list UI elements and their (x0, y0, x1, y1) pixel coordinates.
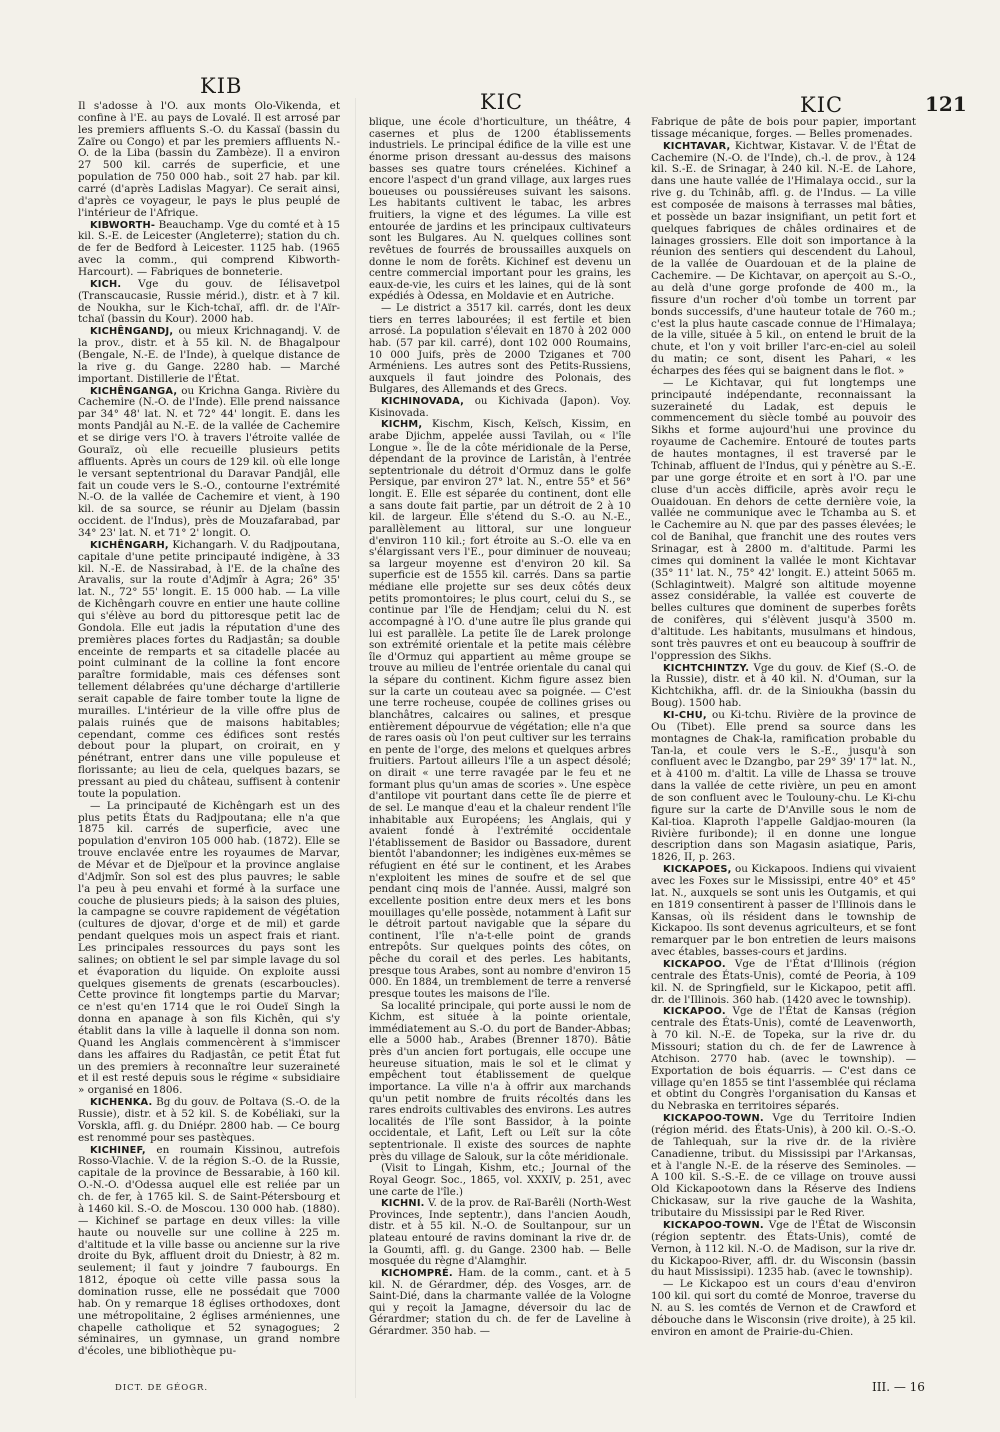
entry-headword: KICHINEF, (90, 1144, 146, 1156)
entry-headword: KICHOMPRÉ. (381, 1267, 453, 1279)
footer-sheet-number: III. — 16 (872, 1380, 925, 1394)
entry-text: Kichangarh. V. du Radjpoutana, capitale d'une petite principauté indigène, à 33 kil. N.-E. de Nassirabad, à l'E. de la chaîne des Aravalis, sur la route d'Adjmîr à Agra; 26° 35' lat. N., 72° 55' longit. E. 15 000 hab. — La ville de Kichêngarh couvre en entier une haute colline qui s'élève au bord du pittoresque petit lac de Gondola. Elle eut jadis la réputation d'une des premières places fortes du Radjastân; sa double enceinte de remparts et sa citadelle placée au point culminant de la colline la font encore paraître formidable, mais ces défenses sont tellement délabrées qu'une décharge d'artillerie serait capable de faire tomber toute la ligne de murailles. L'intérieur de la ville offre plus de palais ruinés que de maisons habitables; cependant, comme ces édifices sont restés debout pour la plupart, on croirait, en y pénétrant, entrer dans une ville populeuse et florissante; au lieu de cela, quelques bazars, se pressant au pied du château, suffisent à contenir toute la population. (78, 538, 340, 800)
entry-paragraph (651, 710, 916, 864)
entry-text: blique, une école d'horticulture, un théâtre, 4 casernes et plus de 1200 établissements industriels. Le principal édifice de la ville est une énorme prison dressant au-dessus des maisons basses ses quatre tours crénelées. Kichinef a encore l'aspect d'un grand village, aux larges rues boueuses ou poussiéreuses suivant les saisons. Les habitants cultivent le tabac, les arbres fruitiers, la vigne et des légumes. La ville est entourée de jardins et les principaux cultivateurs sont les Bulgares. Au N. quelques collines sont revêtues de fourrés de broussailles auxquels on donne le nom de forêts. Kichinef est devenu un centre commercial important pour les grains, les eaux-de-vie, les cuirs et les laines, qui de là sont expédiés à Odessa, en Moldavie et en Autriche. (369, 117, 631, 303)
entry-paragraph (78, 326, 340, 385)
entry-paragraph (651, 663, 916, 710)
entry-paragraph (651, 1220, 916, 1279)
running-head-right: KIC (800, 93, 844, 117)
entry-text: ou Ki-tchu. Rivière de la province de Ou (Tibet). Elle prend sa source dans les montagnes de Chak-la, ramification probable du Tan-la, et coule vers le S.-E., jusqu'à son confluent avec le Dzangbo, par 29° 39' 17" lat. N., et à 4100 m. d'altit. La ville de Lhassa se trouve dans la vallée de cette rivière, un peu en amont de son confluent avec le Toulouny-chu. Le Ki-chu figure sur la carte de D'Anville sous le nom de Kal-tioa. Klaproth l'appelle Galdjao-mouren (la Rivière furibonde); il en donne une longue description dans son Magasin asiatique, Paris, 1826, II, p. 263. (651, 708, 916, 864)
entry-paragraph (369, 117, 631, 303)
footer-signature: DICT. DE GÉOGR. (115, 1383, 209, 1393)
entry-text: — La principauté de Kichêngarh est un des plus petits États du Radjpoutana; elle n'a que 1875 kil. carrés de superficie, avec une population d'environ 105 000 hab. (1872). Elle se trouve enclavée entre les royaumes de Marvar, de Mévar et de Djeïpour et la province anglaise d'Adjmîr. Son sol est des plus pauvres; le sable l'a peu à peu envahi et formé à la surface une couche de plusieurs pieds; à la saison des pluies, la campagne se couvre rapidement de végétation (cultures de djovar, d'orge et de mil) et garde pendant quelques mois un aspect frais et riant. Les principales ressources du pays sont les salines; on obtient le sel par simple lavage du sol et évaporation du liquide. On exploite aussi quelques gisements de grenats (escarboucles). Cette province fit longtemps partie du Marvar; ce n'est qu'en 1714 que le roi Oudeï Singh la donna en apanage à son fils Kichên, qui s'y établit dans la ville à laquelle il donna son nom. Quand les Anglais commencèrent à s'immiscer dans les affaires du Radjastân, ce petit État fut un des premiers à reconnaître leur suzeraineté et il est resté depuis sous le régime « subsidiaire » organisé en 1806. (78, 799, 340, 1097)
entry-text: ou Krichna Ganga. Rivière du Cachemire (N.-O. de l'Inde). Elle prend naissance par 34° 48' lat. N. et 72° 44' longit. E. dans les monts Pandjâl au N.-E. de la vallée de Cachemire et se dirige vers l'O. à travers l'étroite vallée de Gouraïz, où elle recueille plusieurs petits affluents. Après un cours de 129 kil. où elle longe le versant septentrional du Daravar Pandjâl, elle fait un coude vers le S.-O., contourne l'extrémité N.-O. de la vallée de Cachemire et vient, à 190 kil. de sa source, se réunir au Djelam (bassin occident. de l'Indus), près de Mouzafarabad, par 34° 23' lat. N. et 71° 2' longit. O. (78, 384, 340, 539)
entry-paragraph (78, 386, 340, 540)
entry-paragraph (651, 141, 916, 378)
running-head-left: KIB (200, 74, 243, 98)
entry-headword: KICH. (90, 278, 122, 290)
entry-paragraph (78, 801, 340, 1097)
entry-headword: KICHÊNGARH, (90, 539, 169, 551)
entry-paragraph (651, 1279, 916, 1338)
entry-headword: KICHM, (381, 419, 423, 431)
entry-text: — Le Kickapoo est un cours d'eau d'environ 100 kil. qui sort du comté de Monroe, traverse du N. au S. les comtés de Vernon et de Crawford et débouche dans le Wisconsin (rive droite), à 25 kil. environ en amont de Prairie-du-Chien. (651, 1278, 916, 1338)
entry-text: Kisсhm, Kisch, Keïsch, Kissim, en arabe Djichm, appelée aussi Tavilah, ou « l'île Longue ». Île de la côte méridionale de la Perse, dépendant de la province de Laristân, à l'entrée septentrionale du détroit d'Ormuz dans le golfe Persique, par environ 27° lat. N., entre 55° et 56° longit. E. Elle est séparée du continent, dont elle a sans doute fait partie, par un détroit de 2 à 10 kil. de largeur. Elle s'étend du S.-O. au N.-E., parallèlement au littoral, sur une longueur d'environ 110 kil.; fort étroite au S.-O. elle va en s'élargissant vers l'E., pour diminuer de nouveau; sa largeur moyenne est d'environ 20 kil. Sa superficie est de 1555 kil. carrés. Dans sa partie médiane elle projette sur ses deux côtés deux petits promontoires; le plus court, celui du S., se continue par l'île de Hendjam; celui du N. est accompagné à l'O. d'une autre île plus grande qui lui est parallèle. La petite île de Larek prolonge son extrémité orientale et la petite mais célèbre île d'Ormuz qui appartient au même groupe se trouve au milieu de l'entrée orientale du canal qui la sépare du continent. Kichm figure assez bien sur la carte un couteau avec sa poignée. — C'est une terre rocheuse, coupée de collines grises ou blanchâtres, calcaires ou salines, et presque entièrement dépourvue de végétation; elle n'a que de rares oasis où l'on peut cultiver sur les terrains en pente de l'orge, des melons et quelques arbres fruitiers. Partout ailleurs l'île a un aspect désolé; on dirait « une terre ravagée par le feu et ne formant plus qu'un amas de scories ». Une espèce d'antilope vit pourtant dans cette île de pierre et de sel. Le manque d'eau et la chaleur rendent l'île inhabitable aux Européens; les Anglais, qui y avaient fondé à l'extrémité occidentale l'établissement de Basidor ou Bassadore, durent bientôt l'abandonner; les indigènes eux-mêmes se réfugient en été sur le continent, et les Arabes n'exploitent les mines de soufre et de sel que pendant cinq mois de l'année. Aussi, malgré son excellente position entre deux mers et les bons mouillages qu'elle possède, notamment à Lafit sur le détroit partout navigable que la sépare du continent, l'île n'a-t-elle point de grands entrepôts. Sur quelques points des côtes, on pêche du corail et des perles. Les habitants, presque tous Arabes, sont au nombre d'environ 15 000. En 1884, un tremblement de terre a renversé presque toutes les maisons de l'île. (369, 419, 631, 1000)
entry-headword: KICKAPOO. (663, 1006, 726, 1018)
entry-text: Beauchamp. Vge du comté et à 15 kil. S.-E. de Leicester (Angleterre); station du ch. de fer de Bedford à Leicester. 1125 hab. (1965 avec la comm., qui comprend Kibworth-Harcourt). — Fabriques de bonneterie. (78, 218, 340, 279)
entry-text: Il s'adosse à l'O. aux monts Olo-Vikenda, et confine à l'E. au pays de Lovalé. Il est arrosé par les premiers affluents S.-O. du Kassaï (bassin du Zaïre ou Congo) et par les premiers affluents N.-O. de la Liba (bassin du Zambèze). Il a environ 27 500 kil. carrés de superficie, et une population de 750 000 hab., soit 27 hab. par kil. carré (d'après Ladislas Magyar). Ce serait ainsi, d'après ce voyageur, le pays le plus peuplé de l'intérieur de l'Afrique. (78, 100, 340, 219)
entry-text: (Visit to Lingah, Kishm, etc.; Journal of the Royal Geogr. Soc., 1865, vol. XXXIV, p. 251, avec une carte de l'île.) (369, 1163, 631, 1198)
entry-text: ou mieux Krichnagandj. V. de la prov., distr. et à 55 kil. N. de Bhagalpour (Bengale, N.-E. de l'Inde), à quelque distance de la rive g. du Gange. 2280 hab. — Marché important. Distillerie de l'État. (78, 325, 340, 385)
entry-paragraph (369, 1198, 631, 1268)
column-gutter (355, 98, 356, 1398)
entry-text: V. de la prov. de Raï-Barêli (North-West Provinces, Inde septentr.), dans l'ancien Aoudh, distr. et à 55 kil. N.-O. de Soultanpour, sur un plateau entouré de ravins dominant la rive dr. de la Goumti, affl. g. du Gange. 2300 hab. — Belle mosquée du règne d'Alamghir. (369, 1198, 631, 1268)
entry-headword: KICKAPOES, (663, 864, 732, 876)
entry-headword: KICHTCHINTZY. (663, 662, 750, 674)
entry-headword: KI-CHU, (663, 709, 707, 721)
entry-paragraph (651, 1113, 916, 1220)
entry-text: Vge du Territoire Indien (région mérid. des États-Unis), à 200 kil. O.-S.-O. de Tahlequah, sur la rive dr. de la rivière Canadienne, tribut. du Mississipi par l'Arkansas, et à l'angle N.-E. de la réserve des Seminoles. — A 100 kil. S.-S.-E. de ce village on trouve aussi Old Kickapootown dans la Réserve des Indiens Chickasaw, sur la rive gauche de la Washita, tributaire du Mississipi par le Red River. (651, 1112, 916, 1220)
entry-text: Vge du gouv. de Kief (S.-O. de la Russie), distr. et à 40 kil. N. d'Ouman, sur la Kichtchikha, affl. dr. de la Sinioukha (bassin du Boug). 1500 hab. (651, 661, 916, 710)
column-2 (369, 117, 631, 1338)
entry-headword: KICHTAVAR, (663, 140, 731, 152)
entry-headword: KICKAPOO-TOWN. (663, 1113, 764, 1125)
entry-paragraph (369, 396, 631, 419)
entry-headword: KICHINOVADA, (381, 396, 465, 407)
entry-text: Vge du gouv. de Iélisavetpol (Transcaucasie, Russie mérid.), distr. et à 7 kil. de Noukha, sur le Kich-tchaï, affl. dr. de l'Aïr-tchaï (bassin du Kour). 2000 hab. (78, 277, 340, 326)
entry-headword: KICKAPOO-TOWN. (663, 1219, 764, 1231)
entry-paragraph (369, 419, 631, 1000)
entry-paragraph (369, 1001, 631, 1164)
entry-headword: KICHENKA. (90, 1097, 153, 1109)
entry-headword: KICHNI. (381, 1198, 425, 1210)
entry-text: ou Kickapoos. Indiens qui vivaient avec les Foxes sur le Mississipi, entre 40° et 45° lat. N., auxquels se sont unis les Outgamis, et qui en 1819 consentirent à passer de l'Illinois dans le Kansas, où ils résident dans le township de Kickapoo. Ils sont devenus agriculteurs, et se font remarquer par le bon entretien de leurs maisons avec étables, basses-cours et jardins. (651, 863, 916, 959)
entry-paragraph (78, 540, 340, 801)
entry-text: Sa localité principale, qui porte aussi le nom de Kichm, est située à la pointe orientale, immédiatement au S.-O. du port de Bander-Abbas; elle a 5000 hab., Arabes (Brenner 1870). Bâtie près d'un ancien fort portugais, elle occupe une heureuse situation, mais le sol et le climat y empêchent tout établissement de quelque importance. La ville n'a à offrir aux marchands qu'un petit nombre de fruits récoltés dans les rares endroits cultivables des environs. Les autres localités de l'île sont Bassidor, à la pointe occidentale, et Lafit, Left ou Leït sur la côte septentrionale. Il existe des sources de naphte près du village de Salouk, sur la côte méridionale. (369, 1000, 631, 1163)
entry-text: — Le district a 3517 kil. carrés, dont les deux tiers en terres labourées; il est fertile et bien arrosé. La population s'élevait en 1870 à 202 000 hab. (57 par kil. carré), dont 102 000 Roumains, 10 000 Juifs, près de 2000 Tziganes et 700 Arméniens. Les autres sont des Petits-Russiens, auxquels il faut joindre des Polonais, des Bulgares, des Allemands et des Grecs. (369, 303, 631, 396)
entry-text: Ham. de la comm., cant. et à 5 kil. N. de Gérardmer, dép. des Vosges, arr. de Saint-Dié, dans la charmante vallée de la Vologne qui y reçoit la Jamagne, déversoir du lac de Gérardmer; station du ch. de fer de Laveline à Gérardmer. 350 hab. — (369, 1267, 631, 1337)
entry-paragraph (651, 117, 916, 141)
entry-paragraph (651, 959, 916, 1006)
entry-text: Vge de l'État de Kansas (région centrale des États-Unis), comté de Leavenworth, à 70 kil. N.-E. de Topeka, sur la rive dr. du Missouri; station du ch. de fer de Lawrence à Atchison. 2770 hab. (avec le township). — Exportation de bois équarris. — C'est dans ce village qu'en 1855 se tint l'assemblée qui réclama et obtint du Congrès l'organisation du Kansas et du Nebraska en territoires séparés. (651, 1005, 916, 1113)
entry-text: Fabrique de pâte de bois pour papier, important tissage mécanique, forges. — Belles promenades. (651, 116, 916, 140)
entry-paragraph (369, 1268, 631, 1338)
entry-text: Kichtwar, Kistavar. V. de l'État de Cachemire (N.-O. de l'Inde), ch.-l. de prov., à 124 kil. S.-E. de Srinagar, à 240 kil. N.-E. de Lahore, dans une haute vallée de l'Himalaya occid., sur la rive g. du Tchinâb, affl. g. de l'Indus. — La ville est composée de maisons à terrasses mal bâties, et possède un bazar insignifiant, un petit fort et quelques fabriques de châles ordinaires et de lainages grossiers. Elle doit son importance à la réunion des sentiers qui descendent du Lahoul, de la vallée de Ouardouan et de la plaine de Cachemire. — De Kichtavar, on aperçoit au S.-O., au delà d'une gorge profonde de 400 m., la fissure d'un rocher d'où tombe un torrent par bonds successifs, d'une hauteur totale de 760 m.; c'est la plus haute cascade connue de l'Himalaya; de la ville, située à 5 kil., on entend le bruit de la chute, et l'on y voit briller l'arc-en-ciel au soleil du matin; ce sont, disent les Pahari, « les écharpes des fées qui se baignent dans le flot. » (651, 139, 916, 378)
entry-headword: KICHÊNGANGA, (90, 385, 178, 397)
entry-paragraph (651, 864, 916, 959)
entry-headword: KICHÊNGANDJ, (90, 326, 174, 338)
entry-headword: KIBWORTH- (90, 219, 156, 231)
entry-paragraph (78, 220, 340, 279)
page-number: 121 (925, 92, 967, 116)
running-head-center: KIC (480, 90, 524, 114)
entry-text: ou Kichivada (Japon). Voy. Kisinovada. (369, 396, 631, 419)
column-3 (651, 117, 916, 1339)
entry-paragraph (651, 378, 916, 663)
entry-headword: KICKAPOO. (663, 959, 726, 971)
entry-paragraph (369, 1163, 631, 1198)
entry-paragraph (78, 279, 340, 326)
entry-paragraph (78, 1097, 340, 1144)
entry-text: en roumain Kissinou, autrefois Rosso-Vlachie. V. de la région S.-O. de la Russie, capitale de la province de Bessarabie, à 160 kil. O.-N.-O. d'Odessa auquel elle est reliée par un ch. de fer, à 1765 kil. S. de Saint-Pétersbourg et à 1460 kil. S.-O. de Moscou. 130 000 hab. (1880). — Kichinef se partage en deux villes: la ville haute ou nouvelle sur une colline à 225 m. d'altitude et la ville basse ou ancienne sur la rive droite du Byk, affluent droit du Dniestr, à 82 m. seulement; il faut y joindre 7 faubourgs. En 1812, époque où cette ville passa sous la domination russe, elle ne possédait que 7000 hab. On y remarque 18 églises orthodoxes, dont une métropolitaine, 2 églises arméniennes, une chapelle catholique et 52 synagogues; 2 séminaires, un gymnase, un grand nombre d'écoles, une bibliothèque pu- (78, 1143, 340, 1358)
entry-paragraph (78, 1145, 340, 1358)
entry-text: — Le Kichtavar, qui fut longtemps une principauté indépendante, reconnaissant la suzeraineté du Ladak, est depuis le commencement du siècle tombé au pouvoir des Sikhs et forme aujourd'hui une province du royaume de Cachemire. Entouré de toutes parts de hautes montagnes, il est traversé par le Tchinab, affluent de l'Indus, qui y pénètre au S.-E. par une gorge étroite et en sort à l'O. par une cluse d'un accès difficile, après avoir reçu le Ouaidouan. En dehors de cette dernière voie, la vallée ne communique avec le Tchamba au S. et le Cachemire au N. que par des passes élevées; le col de Banihal, que franchit une des routes vers Srinagar, est à 2800 m. d'altitude. Parmi les cimes qui dominent la vallée le mont Kichtavar (35° 11' lat. N., 75° 42' longit. E.) atteint 5065 m. (Schlagintweit). Malgré son altitude moyenne assez considérable, la vallée est couverte de belles cultures que dominent de superbes forêts de conifères, qui s'élèvent jusqu'à 3500 m. d'altitude. Les habitants, musulmans et hindous, sont très pauvres et ont eu beaucoup à souffrir de l'oppression des Sikhs. (651, 376, 916, 662)
entry-paragraph (651, 1006, 916, 1113)
entry-paragraph (78, 101, 340, 220)
entry-text: Vge de l'État d'Illinois (région centrale des États-Unis), comté de Peoria, à 109 kil. N. de Springfield, sur le Kickapoo, petit affl. dr. de l'Illinois. 360 hab. (1420 avec le township). (651, 958, 916, 1006)
entry-paragraph (369, 303, 631, 396)
column-1 (78, 101, 340, 1358)
entry-text: Vge de l'État de Wisconsin (région septentr. des États-Unis), comté de Vernon, à 112 kil. N.-O. de Madison, sur la rive dr. du Kickapoo-River, affl. dr. du Wisconsin (bassin du haut Mississipi). 1235 hab. (avec le township). (651, 1218, 916, 1279)
entry-text: Bg du gouv. de Poltava (S.-O. de la Russie), distr. et à 52 kil. S. de Kobéliaki, sur la Vorskla, affl. g. du Dniépr. 2800 hab. — Ce bourg est renommé pour ses pastèques. (78, 1096, 340, 1144)
